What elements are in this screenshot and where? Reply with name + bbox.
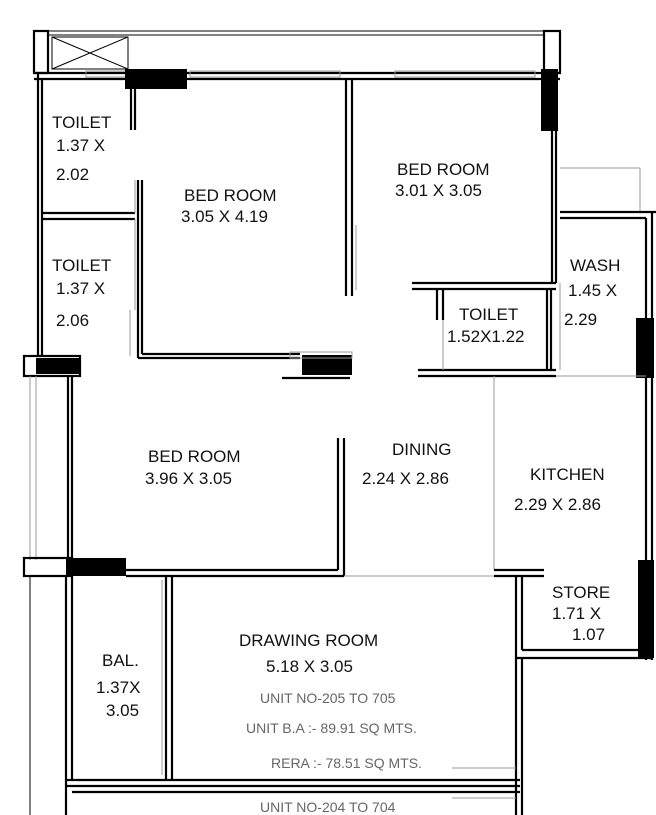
top-parapet: [34, 31, 560, 73]
label-bedroom-3: [145, 447, 241, 488]
label-dining: [362, 440, 452, 488]
dining-size: 2.24 X 2.86: [362, 469, 449, 488]
store-size-line2: 1.07: [572, 625, 606, 644]
store-size-line1: 1.71 X: [552, 604, 602, 623]
toilet-2-name: TOILET: [52, 256, 112, 275]
toilet-2-size-line1: 1.37 X: [56, 279, 106, 298]
label-wash: [564, 256, 620, 329]
label-bedroom-2: [395, 160, 490, 200]
bedroom-1-size: 3.05 X 4.19: [181, 207, 268, 226]
unit-numbers: UNIT NO-205 TO 705: [260, 690, 396, 706]
label-store: [552, 583, 610, 644]
wash-size-line1: 1.45 X: [568, 281, 618, 300]
dining-name: DINING: [392, 440, 452, 459]
label-toilet-1: [52, 113, 111, 184]
drawing-room-size: 5.18 X 3.05: [266, 657, 353, 676]
bedroom-2-name: BED ROOM: [397, 160, 490, 179]
drawing-room-name: DRAWING ROOM: [239, 631, 379, 650]
balcony-size-line2: 3.05: [106, 701, 140, 720]
unit-info: [246, 690, 422, 815]
toilet-1-name: TOILET: [52, 113, 112, 132]
unit-built-area: UNIT B.A :- 89.91 SQ MTS.: [246, 720, 417, 736]
toilet-1-size-line2: 2.02: [56, 165, 90, 184]
unit-rera-area: RERA :- 78.51 SQ MTS.: [271, 755, 422, 771]
next-unit-numbers: UNIT NO-204 TO 704: [260, 799, 396, 815]
toilet-3-size: 1.52X1.22: [447, 327, 525, 346]
label-kitchen: [514, 465, 605, 514]
bedroom-3-size: 3.96 X 3.05: [145, 469, 232, 488]
label-toilet-3: [447, 305, 525, 346]
toilet-2-size-line2: 2.06: [56, 311, 90, 330]
bedroom-1-name: BED ROOM: [184, 186, 277, 205]
balcony-name: BAL.: [102, 651, 139, 670]
bedroom-3-name: BED ROOM: [148, 447, 241, 466]
kitchen-name: KITCHEN: [530, 465, 605, 484]
toilet-3-name: TOILET: [459, 305, 519, 324]
label-drawing-room: [239, 631, 378, 676]
top-wall: [34, 69, 560, 131]
kitchen-size: 2.29 X 2.86: [514, 495, 601, 514]
label-bedroom-1: [181, 186, 277, 226]
label-toilet-2: [52, 256, 111, 330]
toilet-1-size-line1: 1.37 X: [56, 136, 106, 155]
balcony-size-line1: 1.37X: [96, 678, 141, 697]
wash-name: WASH: [570, 256, 621, 275]
bedroom-1-walls: [138, 80, 356, 378]
store-name: STORE: [552, 583, 611, 602]
label-balcony: [96, 651, 140, 720]
bedroom-2-size: 3.01 X 3.05: [395, 181, 482, 200]
wash-size-line2: 2.29: [564, 310, 598, 329]
